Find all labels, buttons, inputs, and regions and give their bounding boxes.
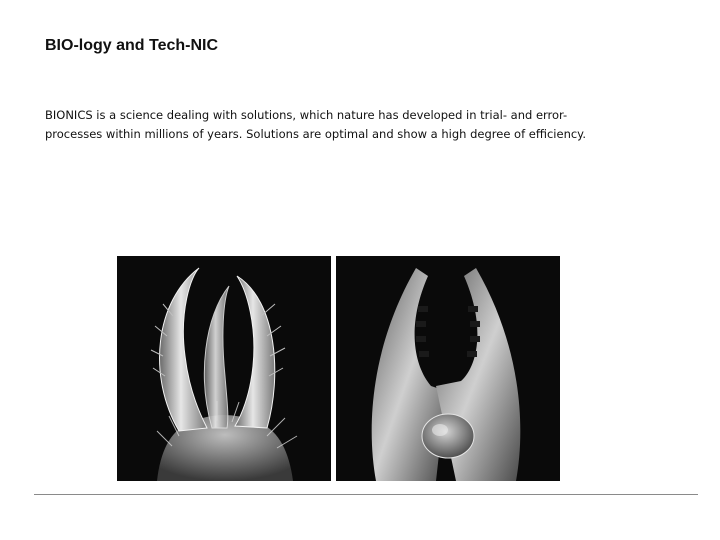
pliers-photo [336,256,560,481]
slide-body-text [45,106,685,144]
insect-claw-photo [117,256,331,481]
slide-title: BIO-logy and Tech-NIC [45,37,219,54]
body-line-1: BIONICS is a science dealing with solutions, which nature has developed in trial- and error- [45,108,568,122]
footer-divider [34,494,698,495]
body-line-2: processes within millions of years. Solutions are optimal and show a high degree of efficiency. [45,127,587,141]
